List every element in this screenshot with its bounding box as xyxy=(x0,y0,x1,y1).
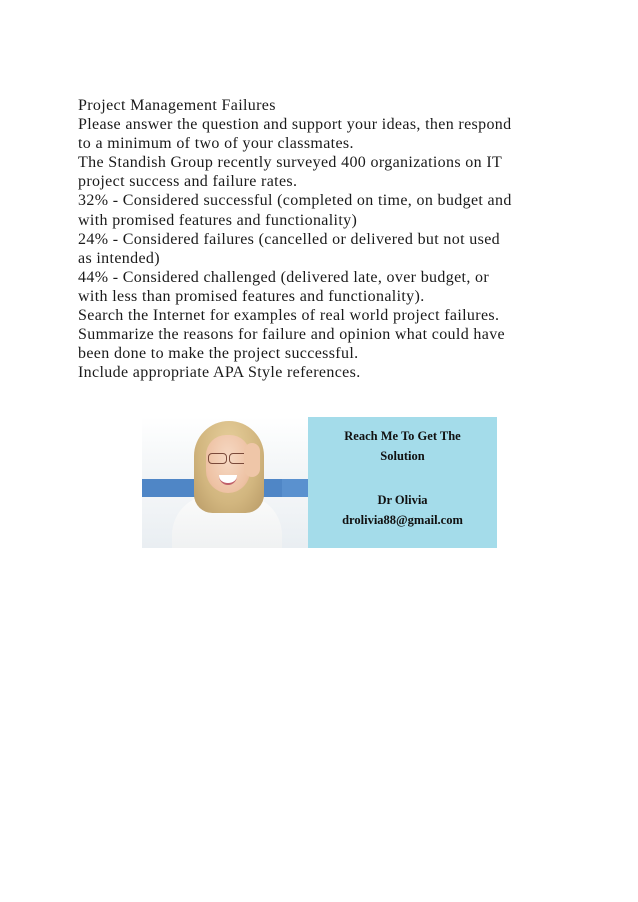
document-title: Project Management Failures xyxy=(78,97,276,114)
contact-banner xyxy=(142,417,497,548)
photo-hand xyxy=(244,443,260,477)
woman-photo xyxy=(142,417,308,548)
document-line: 44% - Considered challenged (delivered late, over budget, or xyxy=(78,268,490,286)
document-line: Summarize the reasons for failure and opinion what could have xyxy=(78,326,505,344)
banner-contact-name: Dr Olivia xyxy=(377,493,428,507)
document-line: Search the Internet for examples of real world project failures. xyxy=(78,307,500,325)
banner-heading-line1: Reach Me To Get The xyxy=(344,429,461,443)
document-line: Please answer the question and support your ideas, then respond xyxy=(78,116,512,134)
document-line: The Standish Group recently surveyed 400 organizations on IT xyxy=(78,154,503,172)
document-body xyxy=(78,96,568,382)
document-line: to a minimum of two of your classmates. xyxy=(78,135,354,153)
banner-heading-line2: Solution xyxy=(380,449,425,463)
document-line: as intended) xyxy=(78,249,160,267)
document-line: 32% - Considered successful (completed on time, on budget and xyxy=(78,192,512,210)
document-line: Include appropriate APA Style references. xyxy=(78,364,361,382)
document-line: project success and failure rates. xyxy=(78,173,298,191)
document-line: with promised features and functionality) xyxy=(78,211,358,229)
banner-contact-email[interactable]: drolivia88@gmail.com xyxy=(342,513,463,527)
photo-blue-band-right xyxy=(282,479,308,497)
document-line: been done to make the project successful. xyxy=(78,345,359,363)
document-line: with less than promised features and functionality). xyxy=(78,287,425,305)
document-line: 24% - Considered failures (cancelled or delivered but not used xyxy=(78,230,501,248)
contact-info-panel xyxy=(308,417,497,548)
